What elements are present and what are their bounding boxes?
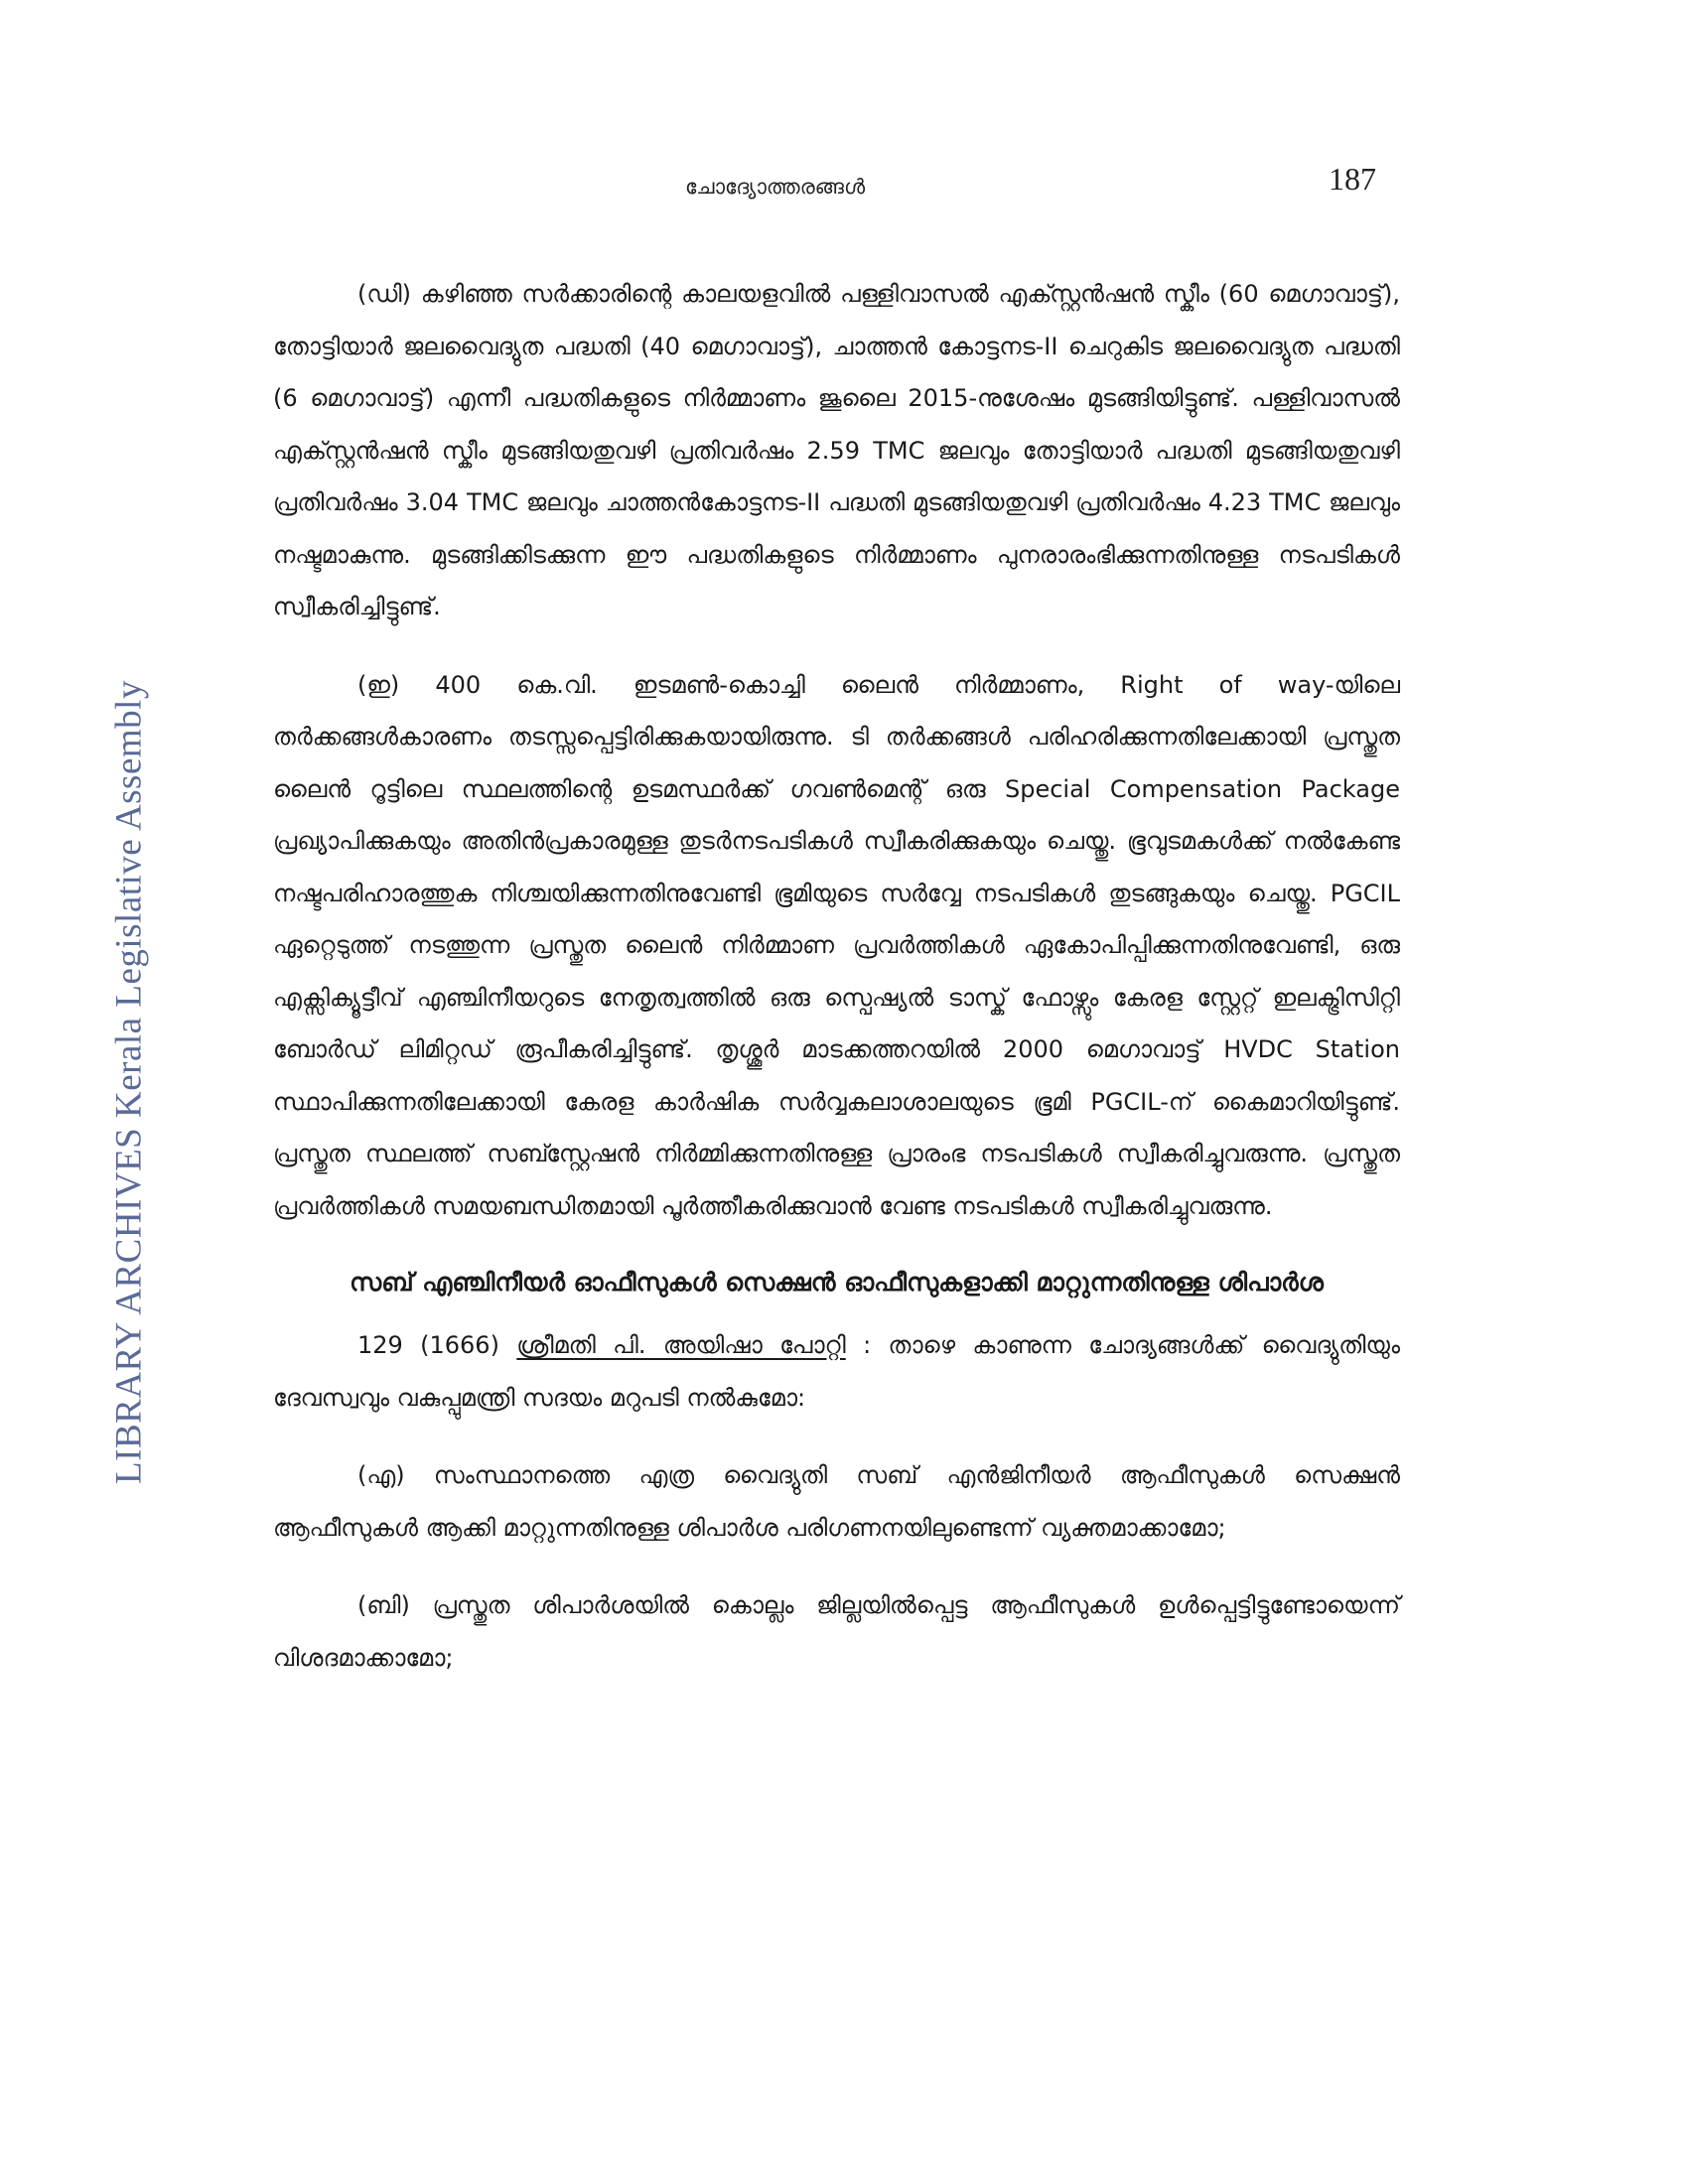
question-intro xyxy=(273,1319,1400,1424)
page-number: 187 xyxy=(1329,161,1376,197)
question-part-b: (ബി) പ്രസ്തുത ശിപാർശയിൽ കൊല്ലം ജില്ലയിൽപ്പെട്ട ആഫീസുകൾ ഉൾപ്പെട്ടിട്ടുണ്ടോയെന്ന് വിശദമാക്കാമോ; xyxy=(273,1591,1400,1672)
page-body xyxy=(273,268,1400,1684)
running-title: ചോദ്യോത്തരങ്ങൾ xyxy=(685,175,866,199)
question-number: 129 (1666) xyxy=(357,1331,499,1359)
archive-watermark: LIBRARY ARCHIVES Kerala Legislative Assembly xyxy=(108,680,150,1484)
question-separator: : xyxy=(845,1331,889,1359)
section-heading: സബ് എഞ്ചിനീയർ ഓഫീസുകൾ സെക്ഷൻ ഓഫീസുകളാക്കി മാറ്റുന്നതിനുള്ള ശിപാർശ xyxy=(350,1268,1324,1297)
question-text: താഴെ കാണുന്ന ചോദ്യങ്ങൾക്ക് വൈദ്യുതിയും ദേവസ്വവും വകുപ്പുമന്ത്രി സദയം മറുപടി നൽകുമോ: xyxy=(273,1331,1400,1412)
running-header xyxy=(0,159,1688,208)
question-part-a: (എ) സംസ്ഥാനത്തെ എത്ര വൈദ്യുതി സബ് എൻജിനീയർ ആഫീസുകൾ സെക്ഷൻ ആഫീസുകൾ ആക്കി മാറ്റുന്നതിനുള്ള ശിപാർശ പരിഗണനയിലുണ്ടെന്ന് വ്യക്തമാക്കാമോ; xyxy=(273,1461,1400,1542)
answer-paragraph-e: (ഇ) 400 കെ.വി. ഇടമൺ-കൊച്ചി ലൈൻ നിർമ്മാണം, Right of way-യിലെ തർക്കങ്ങൾകാരണം തടസ്സപ്പെട്ടിരിക്കുകയായിരുന്നു. ടി തർക്കങ്ങൾ പരിഹരിക്കുന്നതിലേക്കായി പ്രസ്തുത ലൈൻ റൂട്ടിലെ സ്ഥലത്തിന്റെ ഉടമസ്ഥർക്ക് ഗവൺമെന്റ് ഒരു Special Compensation Package പ്രഖ്യാപിക്കുകയും അതിൻപ്രകാരമുള്ള തുടർനടപടികൾ സ്വീകരിക്കുകയും ചെയ്തു. ഭൂവുടമകൾക്ക് നൽകേണ്ട നഷ്ടപരിഹാരത്തുക നിശ്ചയിക്കുന്നതിനുവേണ്ടി ഭൂമിയുടെ സർവ്വേ നടപടികൾ തുടങ്ങുകയും ചെയ്തു. PGCIL ഏറ്റെടുത്ത് നടത്തുന്ന പ്രസ്തുത ലൈൻ നിർമ്മാണ പ്രവർത്തികൾ ഏകോപിപ്പിക്കുന്നതിനുവേണ്ടി, ഒരു എക്സിക്യൂട്ടീവ് എഞ്ചിനീയറുടെ നേതൃത്വത്തിൽ ഒരു സ്പെഷ്യൽ ടാസ്ക് ഫോഴ്സും കേരള സ്റ്റേറ്റ് ഇലക്ട്രിസിറ്റി ബോർഡ് ലിമിറ്റഡ് രൂപീകരിച്ചിട്ടുണ്ട്. തൃശ്ശൂർ മാടക്കത്തറയിൽ 2000 മെഗാവാട്ട് HVDC Station സ്ഥാപിക്കുന്നതിലേക്കായി കേരള കാർഷിക സർവ്വകലാശാലയുടെ ഭൂമി PGCIL-ന് കൈമാറിയിട്ടുണ്ട്. പ്രസ്തുത സ്ഥലത്ത് സബ്സ്റ്റേഷൻ നിർമ്മിക്കുന്നതിനുള്ള പ്രാരംഭ നടപടികൾ സ്വീകരിച്ചുവരുന്നു. പ്രസ്തുത പ്രവർത്തികൾ സമയബന്ധിതമായി പൂർത്തീകരിക്കുവാൻ വേണ്ട നടപടികൾ സ്വീകരിച്ചുവരുന്നു. xyxy=(273,670,1400,1220)
answer-paragraph-d: (ഡി) കഴിഞ്ഞ സർക്കാരിന്റെ കാലയളവിൽ പള്ളിവാസൽ എക്സ്റ്റൻഷൻ സ്കീം (60 മെഗാവാട്ട്), തോട്ടിയാർ ജലവൈദ്യുത പദ്ധതി (40 മെഗാവാട്ട്), ചാത്തൻ കോട്ടനട-II ചെറുകിട ജലവൈദ്യുത പദ്ധതി (6 മെഗാവാട്ട്) എന്നീ പദ്ധതികളുടെ നിർമ്മാണം ജൂലൈ 2015-നുശേഷം മുടങ്ങിയിട്ടുണ്ട്. പള്ളിവാസൽ എക്സ്റ്റൻഷൻ സ്കീം മുടങ്ങിയതുവഴി പ്രതിവർഷം 2.59 TMC ജലവും തോട്ടിയാർ പദ്ധതി മുടങ്ങിയതുവഴി പ്രതിവർഷം 3.04 TMC ജലവും ചാത്തൻകോട്ടനട-II പദ്ധതി മുടങ്ങിയതുവഴി പ്രതിവർഷം 4.23 TMC ജലവും നഷ്ടമാകുന്നു. മുടങ്ങിക്കിടക്കുന്ന ഈ പദ്ധതികളുടെ നിർമ്മാണം പുനരാരംഭിക്കുന്നതിനുള്ള നടപടികൾ സ്വീകരിച്ചിട്ടുണ്ട്. xyxy=(273,280,1400,620)
member-name: ശ്രീമതി പി. അയിഷാ പോറ്റി xyxy=(516,1331,846,1359)
